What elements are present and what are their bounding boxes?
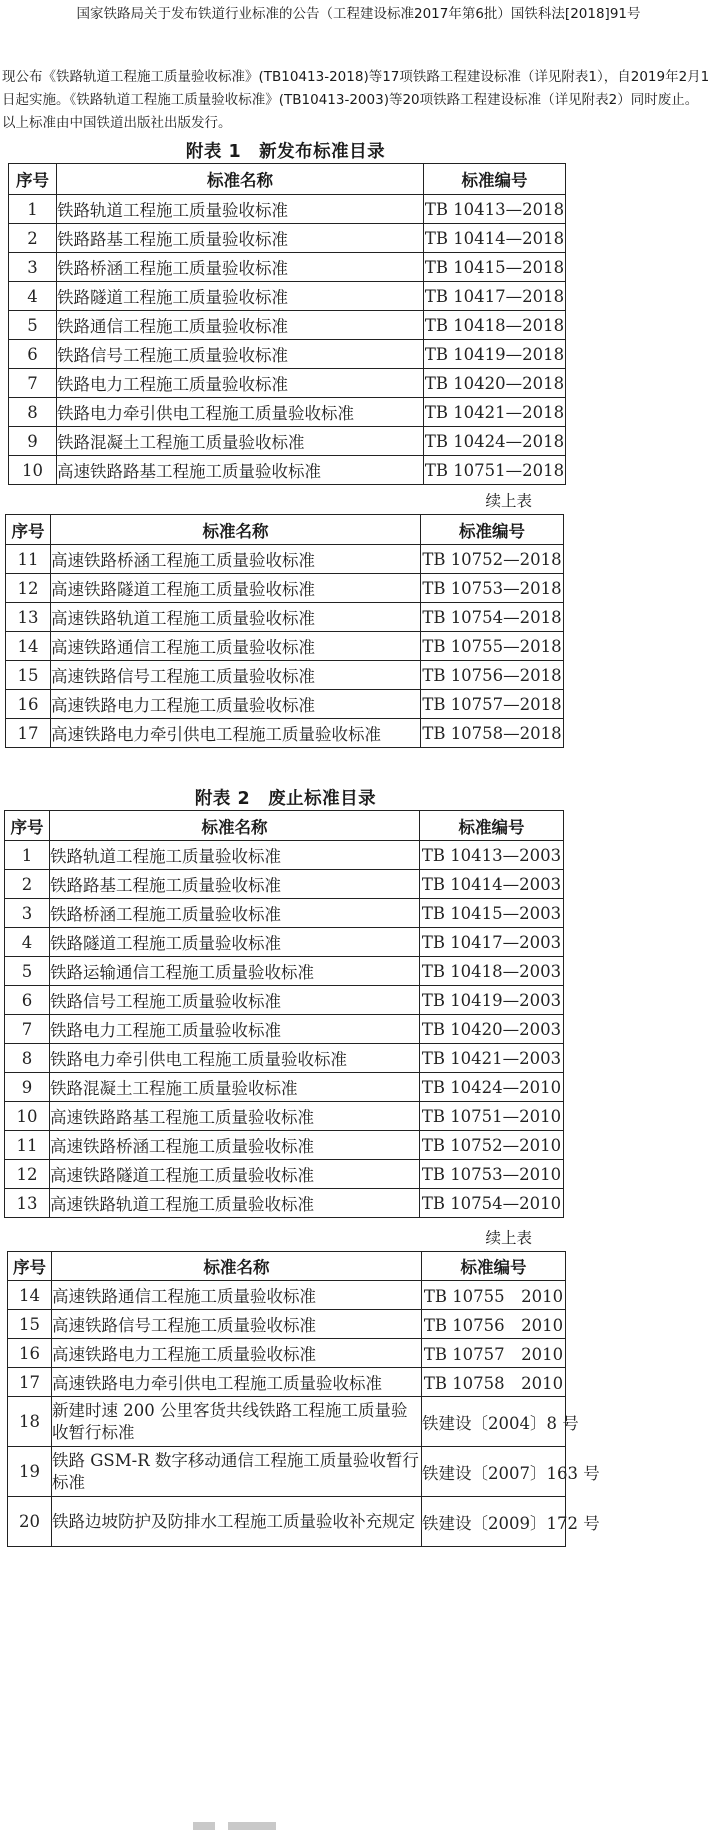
row-number: 10 — [5, 1102, 50, 1131]
table-row — [8, 1339, 566, 1368]
table-row — [6, 574, 564, 603]
standard-code: TB 10755 2010 — [422, 1281, 566, 1310]
col-header-name: 标准名称 — [51, 515, 421, 545]
standard-name: 铁路路基工程施工质量验收标准 — [57, 224, 424, 253]
standard-code: TB 10421—2003 — [420, 1044, 564, 1073]
standard-name: 铁路电力工程施工质量验收标准 — [50, 1015, 420, 1044]
row-number: 4 — [9, 282, 57, 311]
standard-code: TB 10419—2003 — [420, 986, 564, 1015]
row-number: 17 — [8, 1368, 52, 1397]
standard-code: TB 10417—2003 — [420, 928, 564, 957]
table-header-row — [6, 515, 564, 545]
table-row — [6, 545, 564, 574]
col-header-no: 序号 — [5, 811, 50, 841]
standard-name: 高速铁路桥涵工程施工质量验收标准 — [50, 1131, 420, 1160]
standard-name: 高速铁路路基工程施工质量验收标准 — [57, 456, 424, 485]
standard-code: TB 10415—2018 — [424, 253, 566, 282]
row-number: 7 — [5, 1015, 50, 1044]
row-number: 8 — [9, 398, 57, 427]
row-number: 10 — [9, 456, 57, 485]
col-header-name: 标准名称 — [50, 811, 420, 841]
table-row — [9, 224, 566, 253]
standard-code: TB 10417—2018 — [424, 282, 566, 311]
standard-code: TB 10757—2018 — [421, 690, 564, 719]
table-row — [6, 690, 564, 719]
standard-name: 高速铁路隧道工程施工质量验收标准 — [51, 574, 421, 603]
table-row — [5, 899, 564, 928]
table1-part2 — [5, 514, 564, 748]
table-row — [8, 1310, 566, 1339]
table-row — [9, 253, 566, 282]
row-number: 3 — [9, 253, 57, 282]
footer-decoration — [193, 1822, 215, 1830]
row-number: 3 — [5, 899, 50, 928]
standard-name: 铁路信号工程施工质量验收标准 — [57, 340, 424, 369]
row-number: 15 — [8, 1310, 52, 1339]
table1-title: 附表 1 新发布标准目录 — [185, 142, 386, 162]
page-title: 国家铁路局关于发布铁道行业标准的公告（工程建设标准2017年第6批）国铁科法[2018]91号 — [76, 6, 641, 22]
row-number: 5 — [9, 311, 57, 340]
row-number: 8 — [5, 1044, 50, 1073]
standard-name: 高速铁路信号工程施工质量验收标准 — [52, 1310, 422, 1339]
row-number: 18 — [8, 1397, 52, 1447]
standard-code: TB 10418—2003 — [420, 957, 564, 986]
standard-name: 铁路运输通信工程施工质量验收标准 — [50, 957, 420, 986]
standard-code: TB 10757 2010 — [422, 1339, 566, 1368]
row-number: 4 — [5, 928, 50, 957]
standard-code: TB 10419—2018 — [424, 340, 566, 369]
table-row — [5, 841, 564, 870]
standard-code: TB 10752—2010 — [420, 1131, 564, 1160]
announcement-paragraph: 现公布《铁路轨道工程施工质量验收标准》(TB10413-2018)等17项铁路工程建设标准（详见附表1），自2019年2月1日起实施。《铁路轨道工程施工质量验收标准》(TB10413-2003)等20项铁路工程建设标准（详见附表2）同时废止。 — [2, 69, 710, 108]
standard-name: 高速铁路电力牵引供电工程施工质量验收标准 — [51, 719, 421, 748]
table-row — [5, 1102, 564, 1131]
standard-name: 高速铁路电力牵引供电工程施工质量验收标准 — [52, 1368, 422, 1397]
standard-name: 高速铁路桥涵工程施工质量验收标准 — [51, 545, 421, 574]
table-row — [5, 1160, 564, 1189]
col-header-name: 标准名称 — [52, 1252, 422, 1281]
standard-code: 铁建设〔2007〕163 号 — [422, 1447, 566, 1497]
row-number: 1 — [5, 841, 50, 870]
standard-code: TB 10754—2018 — [421, 603, 564, 632]
table-row — [9, 427, 566, 456]
standard-name: 高速铁路电力工程施工质量验收标准 — [52, 1339, 422, 1368]
row-number: 1 — [9, 195, 57, 224]
table-header-row — [8, 1252, 566, 1281]
row-number: 6 — [5, 986, 50, 1015]
standard-name: 铁路桥涵工程施工质量验收标准 — [57, 253, 424, 282]
row-number: 11 — [5, 1131, 50, 1160]
announcement-body — [2, 66, 714, 135]
standard-name: 铁路隧道工程施工质量验收标准 — [57, 282, 424, 311]
standard-code: TB 10758 2010 — [422, 1368, 566, 1397]
standard-name: 高速铁路轨道工程施工质量验收标准 — [51, 603, 421, 632]
standard-code: TB 10413—2003 — [420, 841, 564, 870]
col-header-no: 序号 — [8, 1252, 52, 1281]
standard-code: TB 10756 2010 — [422, 1310, 566, 1339]
standard-code: TB 10752—2018 — [421, 545, 564, 574]
col-header-no: 序号 — [6, 515, 51, 545]
col-header-name: 标准名称 — [57, 164, 424, 195]
standard-name: 铁路边坡防护及防排水工程施工质量验收补充规定 — [52, 1497, 422, 1547]
row-number: 16 — [6, 690, 51, 719]
table-row — [8, 1368, 566, 1397]
table-row — [5, 986, 564, 1015]
row-number: 14 — [6, 632, 51, 661]
standard-name: 高速铁路通信工程施工质量验收标准 — [51, 632, 421, 661]
table-row — [8, 1447, 566, 1497]
row-number: 19 — [8, 1447, 52, 1497]
table-row — [8, 1397, 566, 1447]
row-number: 2 — [9, 224, 57, 253]
col-header-code: 标准编号 — [420, 811, 564, 841]
table1-part1 — [8, 163, 566, 485]
col-header-no: 序号 — [9, 164, 57, 195]
standard-name: 铁路隧道工程施工质量验收标准 — [50, 928, 420, 957]
table-row — [6, 603, 564, 632]
standard-name: 高速铁路通信工程施工质量验收标准 — [52, 1281, 422, 1310]
table-row — [9, 456, 566, 485]
standard-name: 铁路电力牵引供电工程施工质量验收标准 — [57, 398, 424, 427]
row-number: 13 — [6, 603, 51, 632]
standard-code: TB 10420—2003 — [420, 1015, 564, 1044]
table-row — [6, 661, 564, 690]
standard-code: TB 10753—2010 — [420, 1160, 564, 1189]
row-number: 11 — [6, 545, 51, 574]
table-row — [9, 311, 566, 340]
table-row — [9, 282, 566, 311]
col-header-code: 标准编号 — [421, 515, 564, 545]
standard-code: TB 10758—2018 — [421, 719, 564, 748]
continued-label: 续上表 — [485, 1229, 532, 1247]
standard-code: TB 10755—2018 — [421, 632, 564, 661]
standard-code: TB 10421—2018 — [424, 398, 566, 427]
row-number: 7 — [9, 369, 57, 398]
standard-name: 铁路电力工程施工质量验收标准 — [57, 369, 424, 398]
table-row — [5, 957, 564, 986]
table-row — [8, 1497, 566, 1547]
standard-name: 高速铁路信号工程施工质量验收标准 — [51, 661, 421, 690]
table-row — [6, 719, 564, 748]
table-row — [5, 1189, 564, 1218]
table-row — [9, 340, 566, 369]
standard-code: TB 10420—2018 — [424, 369, 566, 398]
table2-part1 — [4, 810, 564, 1218]
standard-name: 铁路混凝土工程施工质量验收标准 — [50, 1073, 420, 1102]
standard-name: 铁路轨道工程施工质量验收标准 — [50, 841, 420, 870]
standard-code: TB 10414—2018 — [424, 224, 566, 253]
standard-name: 铁路电力牵引供电工程施工质量验收标准 — [50, 1044, 420, 1073]
standard-code: TB 10413—2018 — [424, 195, 566, 224]
continued-label: 续上表 — [485, 492, 532, 510]
col-header-code: 标准编号 — [424, 164, 566, 195]
standard-code: TB 10751—2010 — [420, 1102, 564, 1131]
row-number: 14 — [8, 1281, 52, 1310]
standard-name: 新建时速 200 公里客货共线铁路工程施工质量验收暂行标准 — [52, 1397, 422, 1447]
row-number: 9 — [5, 1073, 50, 1102]
standard-code: TB 10751—2018 — [424, 456, 566, 485]
table2-part2 — [7, 1251, 600, 1547]
standard-name: 铁路路基工程施工质量验收标准 — [50, 870, 420, 899]
standard-name: 高速铁路轨道工程施工质量验收标准 — [50, 1189, 420, 1218]
standard-code: TB 10424—2010 — [420, 1073, 564, 1102]
row-number: 6 — [9, 340, 57, 369]
standard-code: TB 10418—2018 — [424, 311, 566, 340]
standard-code: TB 10756—2018 — [421, 661, 564, 690]
standard-name: 铁路混凝土工程施工质量验收标准 — [57, 427, 424, 456]
standard-name: 铁路通信工程施工质量验收标准 — [57, 311, 424, 340]
table-row — [5, 928, 564, 957]
table2-title: 附表 2 废止标准目录 — [194, 789, 377, 809]
footer-decoration — [228, 1822, 276, 1830]
row-number: 9 — [9, 427, 57, 456]
table-row — [5, 870, 564, 899]
standard-name: 铁路轨道工程施工质量验收标准 — [57, 195, 424, 224]
standard-code: 铁建设〔2004〕8 号 — [422, 1397, 566, 1447]
standard-code: TB 10414—2003 — [420, 870, 564, 899]
table-row — [5, 1044, 564, 1073]
standard-code: 铁建设〔2009〕172 号 — [422, 1497, 566, 1547]
row-number: 20 — [8, 1497, 52, 1547]
row-number: 12 — [5, 1160, 50, 1189]
standard-name: 铁路信号工程施工质量验收标准 — [50, 986, 420, 1015]
standard-name: 高速铁路电力工程施工质量验收标准 — [51, 690, 421, 719]
table-row — [9, 398, 566, 427]
row-number: 12 — [6, 574, 51, 603]
standard-code: TB 10754—2010 — [420, 1189, 564, 1218]
col-header-code: 标准编号 — [422, 1252, 566, 1281]
standard-name: 铁路 GSM-R 数字移动通信工程施工质量验收暂行标准 — [52, 1447, 422, 1497]
standard-code: TB 10753—2018 — [421, 574, 564, 603]
table-row — [5, 1131, 564, 1160]
standard-name: 高速铁路路基工程施工质量验收标准 — [50, 1102, 420, 1131]
table-row — [5, 1015, 564, 1044]
row-number: 15 — [6, 661, 51, 690]
row-number: 17 — [6, 719, 51, 748]
standard-code: TB 10415—2003 — [420, 899, 564, 928]
row-number: 16 — [8, 1339, 52, 1368]
table-row — [6, 632, 564, 661]
table-header-row — [5, 811, 564, 841]
row-number: 13 — [5, 1189, 50, 1218]
standard-code: TB 10424—2018 — [424, 427, 566, 456]
table-row — [9, 369, 566, 398]
table-row — [8, 1281, 566, 1310]
row-number: 2 — [5, 870, 50, 899]
table-row — [9, 195, 566, 224]
standard-name: 铁路桥涵工程施工质量验收标准 — [50, 899, 420, 928]
standard-name: 高速铁路隧道工程施工质量验收标准 — [50, 1160, 420, 1189]
publisher-note: 以上标准由中国铁道出版社出版发行。 — [2, 115, 232, 131]
row-number: 5 — [5, 957, 50, 986]
table-header-row — [9, 164, 566, 195]
table-row — [5, 1073, 564, 1102]
